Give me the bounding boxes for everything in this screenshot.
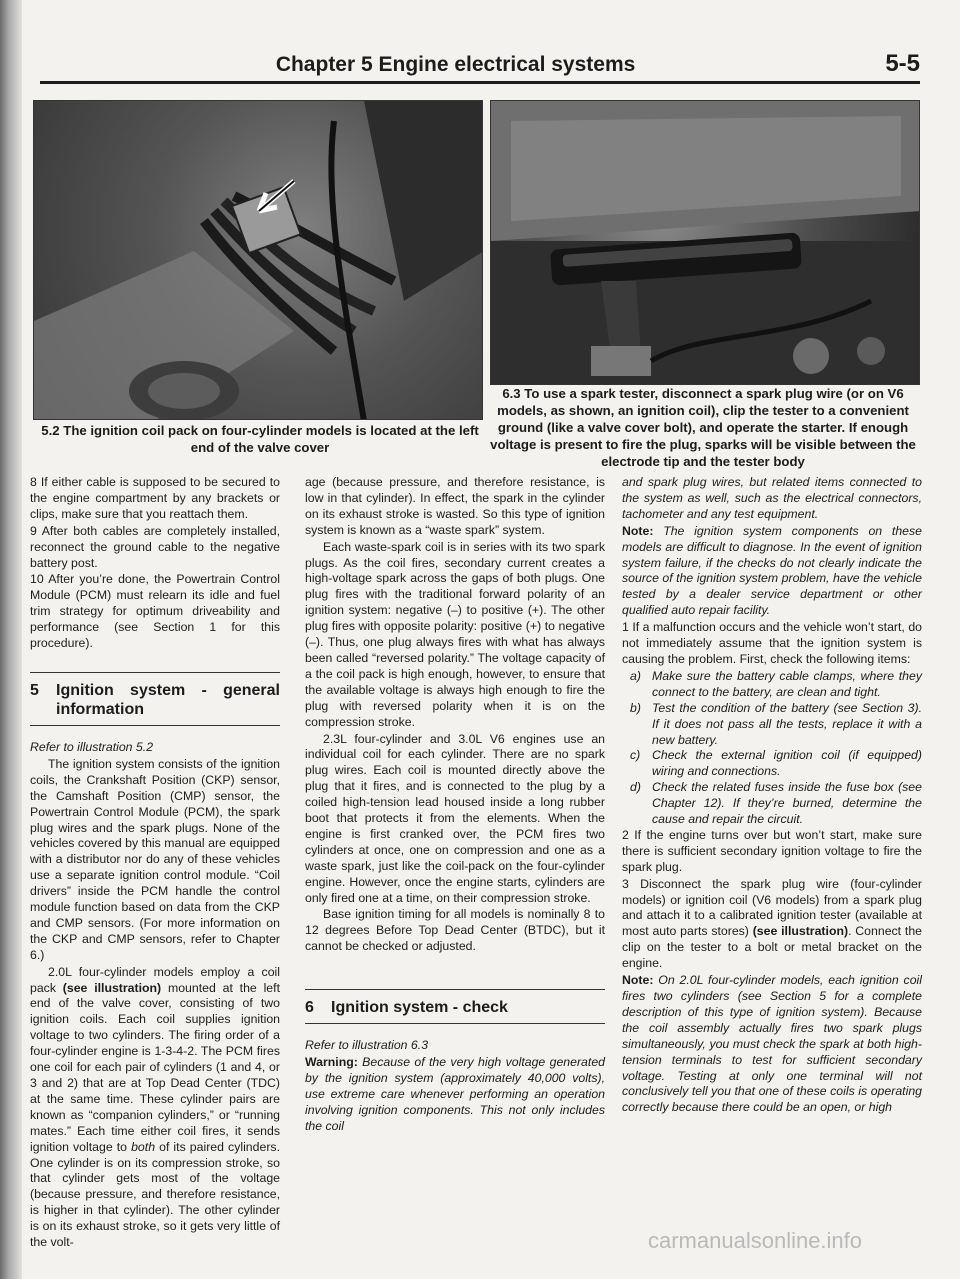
list-label: d): [630, 780, 641, 795]
list-item: [630, 669, 922, 701]
paragraph: The ignition system consists of the ignition coils, the Crankshaft Position (CKP) sensor, the Camshaft Position (CMP) sensor, the Powertrain Control Module (PCM), the spark plug wires and the spark plugs. None of the vehicles covered by this manual are equipped with a distributor nor do any of these vehicles use a separate ignition control module. “Coil drivers” inside the PCM handle the control module function based on data from the CKP and CMP sensors. (For more information on the CKP and CMP sensors, refer to Chapter 6.): [30, 756, 280, 962]
illustration-reference: Refer to illustration 6.3: [305, 1038, 429, 1053]
paragraph: [30, 965, 280, 1251]
list-item: [630, 701, 922, 749]
text-run: mounted at the left end of the valve cover, consisting of two ignition coils. Each coil supplies ignition voltage to two cylinders. The firing order of a four-cylinder engine is 1-3-4-2. The PCM fires one coil for each pair of cylinders (1 and 4, or 3 and 2) that are at Top Dead Center (TDC) at the same time. These cylinder pairs are known as “companion cylinders,” or “running mates.” Each time either coil fires, it sends ignition voltage to: [30, 980, 280, 1154]
photo-spark-tester: [490, 100, 920, 385]
text-run: of its paired cylinders. One cylinder is on its compression stroke, so that cylinder gets most of the voltage (because pressure, and therefore resistance, is higher in that cylinder). The other cylinder is on its exhaust stroke, so it gets very little of the volt-: [30, 1139, 280, 1250]
list-item: [630, 780, 922, 828]
emphasis: both: [131, 1139, 156, 1154]
paragraph: 2 If the engine turns over but won’t start, make sure there is sufficient secondary ignition voltage to fire the spark plug.: [622, 827, 922, 874]
section-number: 5: [30, 681, 39, 699]
note-label: Note:: [622, 523, 654, 538]
list-label: b): [630, 700, 641, 715]
page-header: [40, 48, 920, 84]
note-paragraph: [622, 973, 922, 1116]
text-column-3: [622, 475, 922, 1117]
paragraph: age (because pressure, and therefore resistance, is low in that cylinder). In effect, the spark in the cylinder on its exhaust stroke is wasted. So this type of ignition system is known as a “waste spark” system.: [305, 475, 605, 537]
paragraph: Each waste-spark coil is in series with its two spark plugs. As the coil fires, secondary current creates a high-voltage spark across the gaps of both plugs. One plug fires with the traditional forward polarity of an ignition system: negative (–) to positive (+). The other plug fires with opposite polarity: positive (+) to negative (–). Thus, one plug always fires with what has always been called “reversed polarity.” The voltage capacity of a the coil pack is high enough, however, to ensure that the available voltage is always high enough to fire the plug with reversed polarity when it is on the compression stroke.: [305, 539, 605, 729]
note-paragraph: [622, 524, 922, 619]
illustration-callout: (see illustration): [62, 980, 162, 995]
text-run: . Connect the clip on the tester to a bolt or metal bracket on the engine.: [622, 924, 922, 971]
text-run: On 2.0L four-cylinder models, each ignition coil fires two cylinders (see Section 5 for a complete description of this type of ignition system). Because the coil assembly actually fires two spark plugs simultaneously, you must check the spark at both high-tension terminals to test for sufficient secondary voltage. Testing at only one terminal will not conclusively tell you that one of these coils is operating correctly because there could be an open, or high: [622, 973, 922, 1115]
paragraph: 9 After both cables are completely installed, reconnect the ground cable to the negative battery post.: [30, 523, 280, 570]
text-run: The ignition system components on these models are difficult to diagnose. In the event of ignition system failure, if the checks do not clearly indicate the source of the ignition system problem, have the vehicle tested by a dealer service department or other qualified auto repair facility.: [622, 523, 922, 618]
section-number: 6: [305, 999, 314, 1017]
list-item: [630, 748, 922, 780]
warning-paragraph: [305, 1055, 605, 1135]
list-text: Check the related fuses inside the fuse box (see Chapter 12). If they’re burned, determine the cause and repair the circuit.: [652, 780, 922, 827]
section-title: Ignition system - check: [331, 999, 508, 1017]
text-column-2: [305, 475, 605, 1136]
text-run: Because of the very high voltage generated by the ignition system (approximately 40,000 volts), use extreme care whenever performing an operation involving ignition components. This not only includes the coil: [305, 1055, 605, 1133]
paragraph: 2.3L four-cylinder and 3.0L V6 engines use an individual coil for each cylinder. There are no spark plug wires. Each coil is mounted directly above the plug that it fires, and is connected to the plug by a coiled high-tension lead housed inside a long rubber boot that protects it from the elements. When the engine is first cranked over, the PCM fires two cylinders at once, one on compression and one as a waste spark, just like the coil-pack on the four-cylinder engine. However, once the engine starts, cylinders are only fired one at a time, on their compression stroke.: [305, 731, 605, 905]
warning-label: Warning:: [305, 1055, 358, 1070]
list-text: Test the condition of the battery (see Section 3). If it does not pass all the tests, replace it with a new battery.: [652, 700, 922, 747]
chapter-title: Chapter 5 Engine electrical systems: [275, 53, 636, 76]
list-text: Make sure the battery cable clamps, where they connect to the battery, are clean and tight.: [652, 668, 922, 699]
figure-caption-6-3: 6.3 To use a spark tester, disconnect a spark plug wire (or on V6 models, as shown, an ignition coil), clip the tester to a convenient ground (like a valve cover bolt), and operate the starter. If enough voltage is present to fire the plug, sparks will be visible between the electrode tip and the tester body: [490, 386, 916, 469]
section-rule: [30, 672, 280, 673]
section-heading-5: [30, 681, 280, 719]
section-heading-6: [305, 998, 605, 1017]
paragraph: 1 If a malfunction occurs and the vehicle won’t start, do not immediately assume that the ignition system is causing the problem. First, check the following items:: [622, 620, 922, 666]
illustration-callout: (see illustration): [752, 924, 849, 939]
page-number: 5-5: [885, 50, 920, 77]
list-label: c): [630, 748, 641, 763]
photo-ignition-coil-pack: [33, 100, 483, 420]
note-label: Note:: [622, 973, 654, 988]
paragraph: [622, 877, 922, 972]
figure-caption-5-2: 5.2 The ignition coil pack on four-cylinder models is located at the left end of the valve cover: [41, 423, 479, 455]
section-rule: [30, 725, 280, 726]
paragraph: and spark plug wires, but related items connected to the system as well, such as the electrical connectors, tachometer and any test equipment.: [622, 475, 922, 521]
paragraph: 10 After you’re done, the Powertrain Control Module (PCM) must relearn its idle and fuel trim strategy for optimum driveability and performance (see Section 1 for this procedure).: [30, 572, 280, 651]
binding-shadow: [0, 0, 22, 1279]
illustration-reference: Refer to illustration 5.2: [30, 739, 154, 754]
paragraph: Base ignition timing for all models is nominally 8 to 12 degrees Before Top Dead Center (BTDC), but it cannot be checked or adjusted.: [305, 907, 605, 954]
section-rule: [305, 1023, 605, 1024]
section-title: Ignition system - general information: [56, 681, 280, 718]
watermark-text: carmanualsonline.info: [648, 1228, 863, 1253]
text-run: 2.0L four-cylinder models employ a coil pack: [30, 964, 280, 995]
section-rule: [305, 989, 605, 990]
list-label: a): [630, 668, 641, 683]
list-text: Check the external ignition coil (if equipped) wiring and connections.: [652, 748, 922, 779]
paragraph: 8 If either cable is supposed to be secured to the engine compartment by any brackets or clips, make sure that you reattach them.: [30, 475, 280, 521]
text-run: 3 Disconnect the spark plug wire (four-cylinder models) or ignition coil (V6 models) from a spark plug and attach it to a calibrated ignition tester (available at most auto parts stores): [622, 876, 922, 939]
text-column-1: [30, 475, 280, 1252]
